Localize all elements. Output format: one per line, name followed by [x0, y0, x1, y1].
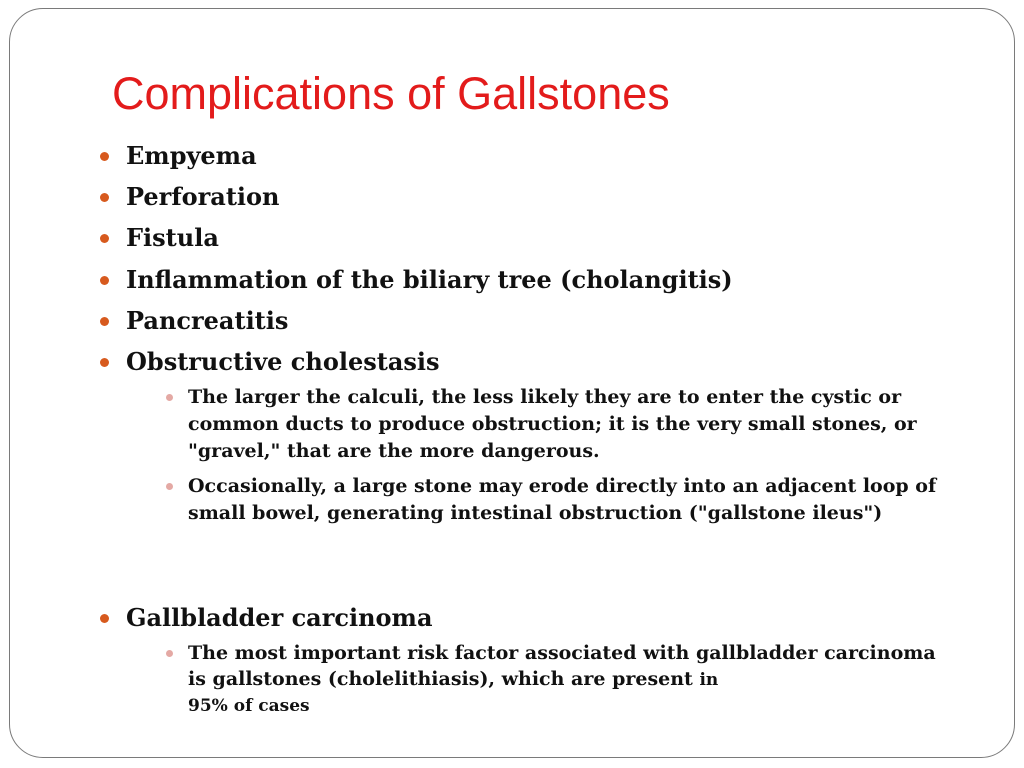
sub-item-calculi-size: The larger the calculi, the less likely they are to enter the cystic or common ducts to produce obstruction; it is the very small stones, or "gravel," that are the more dangerous.: [188, 386, 917, 462]
list-item-perforation: Perforation: [126, 182, 280, 211]
list-item-pancreatitis: Pancreatitis: [126, 306, 289, 335]
sub-item-risk-factor-tail: in: [699, 670, 719, 690]
list-item-cholangitis: Inflammation of the biliary tree (cholangitis): [126, 265, 733, 294]
bullet-icon: [100, 317, 109, 326]
sub-item-risk-factor-last-line: 95% of cases: [188, 696, 310, 716]
list-item-fistula: Fistula: [126, 223, 219, 252]
bullet-icon: [100, 276, 109, 285]
sub-item-risk-factor: [188, 640, 948, 719]
bullet-icon: [100, 234, 109, 243]
bullet-icon: [100, 152, 109, 161]
list-item-empyema: Empyema: [126, 141, 257, 170]
sub-bullet-icon: [166, 483, 173, 490]
sub-bullet-icon: [166, 394, 173, 401]
bullet-icon: [100, 358, 109, 367]
sub-bullet-icon: [166, 650, 173, 657]
sub-item-risk-factor-text: The most important risk factor associated with gallbladder carcinoma is gallstones (cholelithiasis), which are present: [188, 642, 936, 690]
sub-item-gallstone-ileus: Occasionally, a large stone may erode directly into an adjacent loop of small bowel, generating intestinal obstruction ("gallstone ileus"): [188, 475, 937, 524]
bullet-icon: [100, 614, 109, 623]
slide-title: Complications of Gallstones: [112, 68, 670, 119]
bullet-icon: [100, 193, 109, 202]
list-item-gallbladder-carcinoma: Gallbladder carcinoma: [126, 603, 433, 632]
list-item-obstructive-cholestasis: Obstructive cholestasis: [126, 347, 440, 376]
